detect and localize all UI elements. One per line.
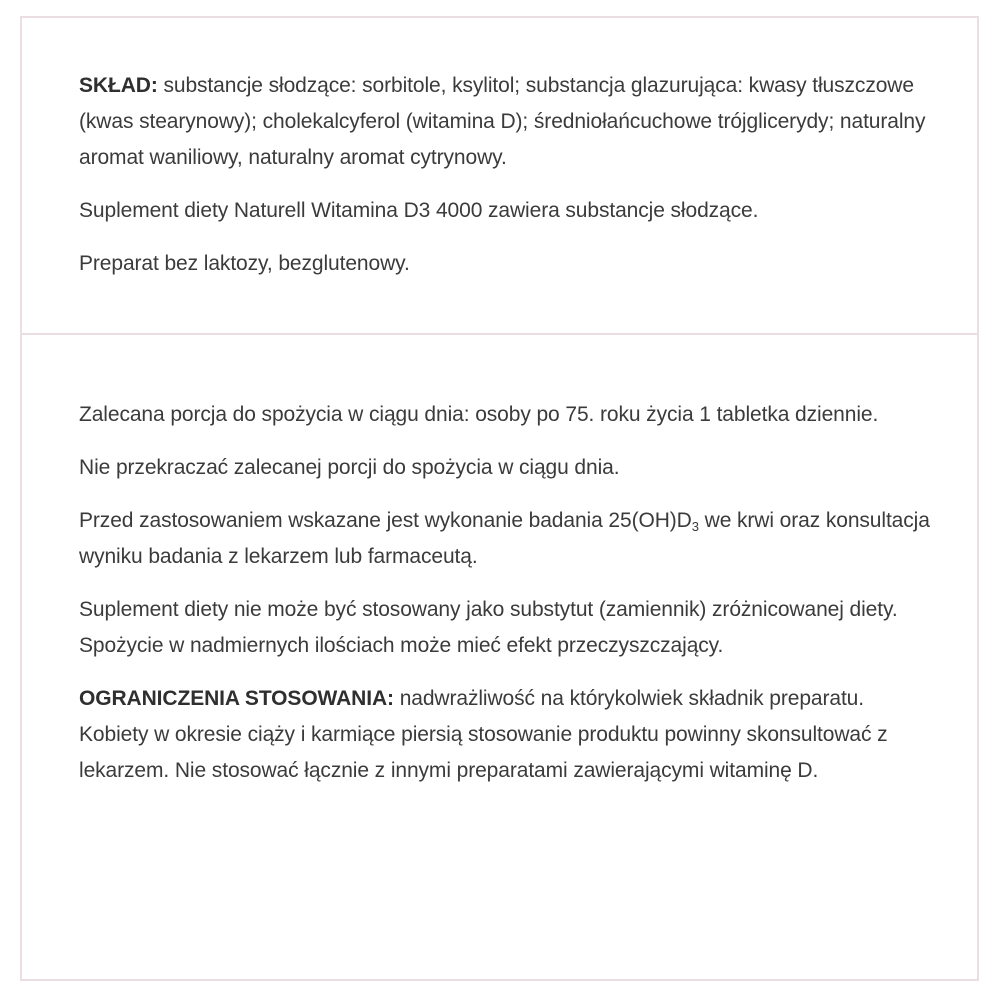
label-frame bbox=[20, 16, 979, 981]
recommended-portion: Zalecana porcja do spożycia w ciągu dnia: osoby po 75. roku życia 1 tabletka dziennie. bbox=[79, 403, 879, 426]
usage-panel bbox=[22, 335, 977, 979]
not-substitute-warning: Suplement diety nie może być stosowany jako substytut (zamiennik) zróżnicowanej diety. Spożycie w nadmiernych ilościach może mieć efekt przeczyszczający. bbox=[79, 598, 898, 657]
blood-test-text-start: Przed zastosowaniem wskazane jest wykonanie badania 25(OH)D bbox=[79, 509, 692, 532]
free-from-note: Preparat bez laktozy, bezglutenowy. bbox=[79, 252, 410, 275]
composition-text: substancje słodzące: sorbitole, ksylitol; substancja glazurująca: kwasy tłuszczowe (kwas stearynowy); cholekalcyferol (witamina D); średniołańcuchowe trójglicerydy; naturalny aromat waniliowy, naturalny aromat cytrynowy. bbox=[79, 74, 926, 169]
composition-panel bbox=[22, 18, 977, 333]
blood-test-subscript: 3 bbox=[691, 519, 699, 534]
restrictions-heading: OGRANICZENIA STOSOWANIA: bbox=[79, 687, 394, 710]
restrictions-text: nadwrażliwość na którykolwiek składnik preparatu. Kobiety w okresie ciąży i karmiące piersią stosowanie produktu powinny skonsultować z lekarzem. Nie stosować łącznie z innymi preparatami zawierającymi witaminę D. bbox=[79, 687, 888, 782]
blood-test-note bbox=[79, 503, 937, 575]
restrictions-paragraph bbox=[79, 681, 937, 789]
composition-paragraph bbox=[79, 68, 937, 176]
composition-heading: SKŁAD: bbox=[79, 74, 158, 97]
do-not-exceed-warning: Nie przekraczać zalecanej porcji do spożycia w ciągu dnia. bbox=[79, 456, 620, 479]
blood-test-text-end: we krwi oraz konsultacja wyniku badania z lekarzem lub farmaceutą. bbox=[79, 509, 930, 568]
sweeteners-note: Suplement diety Naturell Witamina D3 4000 zawiera substancje słodzące. bbox=[79, 199, 759, 222]
